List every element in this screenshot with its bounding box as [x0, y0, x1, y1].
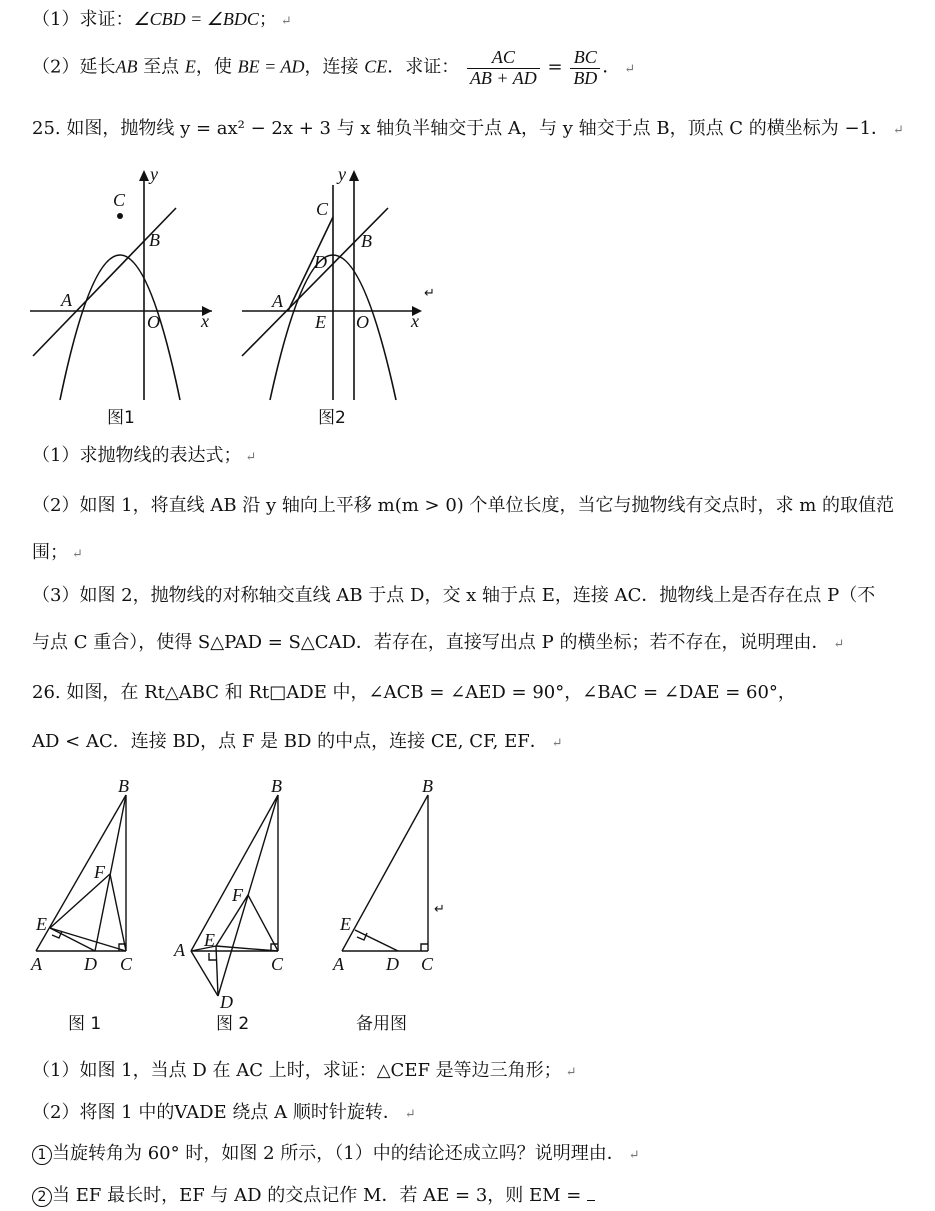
q24-part1: （1）求证：∠CBD = ∠BDC； ↵ — [32, 9, 292, 30]
side-ab — [342, 795, 428, 951]
svg-text:E: E — [36, 914, 47, 934]
fraction-ac-over-ab-plus-ad: $\frac{AC}{AB + AD}$ — [467, 48, 540, 87]
q25-part3-line2: 与点 C 重合），使得 S△PAD = S△CAD．若存在，直接写出点 P 的横坐标；若不存在，说明理由． ↵ — [32, 632, 845, 653]
side-ed — [355, 930, 398, 951]
answer-blank — [587, 1200, 595, 1201]
return-mark: ↵ — [280, 14, 292, 29]
q25-fig1-caption: 图1 — [107, 408, 135, 428]
q25-stem: 25. 如图，抛物线 y = ax² − 2x + 3 与 x 轴负半轴交于点 A，与 y 轴交于点 B，顶点 C 的横坐标为 −1． ↵ — [32, 118, 904, 139]
q26-part2: （2）将图 1 中的VADE 绕点 A 顺时针旋转． ↵ — [32, 1102, 416, 1123]
svg-text:x: x — [201, 311, 209, 331]
svg-text:D: D — [386, 954, 399, 974]
svg-text:y: y — [338, 164, 346, 184]
svg-text:A: A — [333, 954, 344, 974]
svg-text:↵: ↵ — [434, 902, 445, 917]
q24-part2: （2）延长AB 至点 E，使 BE = AD，连接 CE．求证： $\frac{AC}{AB + AD}$ = $\frac{BC}{BD}$ ． ↵ — [32, 47, 636, 88]
svg-text:B: B — [422, 776, 433, 796]
circled-number-2: 2 — [32, 1187, 52, 1207]
svg-text:A: A — [31, 954, 42, 974]
svg-text:D: D — [220, 992, 233, 1012]
svg-text:B: B — [361, 231, 372, 251]
svg-text:C: C — [421, 954, 434, 974]
svg-text:D: D — [84, 954, 97, 974]
svg-text:E: E — [204, 930, 215, 950]
svg-text:O: O — [147, 312, 160, 332]
q26-spare-caption: 备用图 — [356, 1014, 407, 1034]
fraction-bc-over-bd: $\frac{BC}{BD}$ — [570, 48, 600, 87]
svg-text:C: C — [113, 190, 126, 210]
q25-part2-line2: 围； ↵ — [32, 542, 83, 563]
svg-text:O: O — [356, 312, 369, 332]
q25-part1: （1）求抛物线的表达式； ↵ — [32, 445, 257, 466]
svg-text:A: A — [61, 290, 72, 310]
svg-text:E: E — [340, 914, 351, 934]
q26-stem-line1: 26. 如图，在 Rt△ABC 和 Rt□ADE 中，∠ACB = ∠AED = 90°，∠BAC = ∠DAE = 60°， — [32, 682, 796, 703]
q26-fig2-caption: 图 2 — [216, 1014, 250, 1034]
svg-text:C: C — [120, 954, 133, 974]
q26-fig1-caption: 图 1 — [68, 1014, 102, 1034]
svg-text:C: C — [316, 199, 329, 219]
q25-part2-line1: （2）如图 1，将直线 AB 沿 y 轴向上平移 m(m > 0) 个单位长度，当它与抛物线有交点时，求 m 的取值范 — [32, 495, 895, 516]
svg-text:A: A — [174, 940, 185, 960]
svg-text:y: y — [150, 164, 158, 184]
q24-part1-expr: ∠CBD = ∠BDC — [133, 9, 259, 29]
q26-sub1: 1 当旋转角为 60° 时，如图 2 所示，（1）中的结论还成立吗？说明理由． ↵ — [32, 1145, 640, 1165]
circled-number-1: 1 — [32, 1145, 52, 1165]
svg-text:↵: ↵ — [424, 286, 435, 301]
q25-fig2-caption: 图2 — [318, 408, 346, 428]
q25-part3-line1: （3）如图 2，抛物线的对称轴交直线 AB 于点 D，交 x 轴于点 E，连接 AC．抛物线上是否存在点 P（不 — [32, 585, 876, 606]
svg-text:A: A — [272, 291, 283, 311]
svg-text:B: B — [149, 230, 160, 250]
q25-figure-2 — [0, 150, 460, 440]
q26-stem-line2: AD < AC．连接 BD，点 F 是 BD 的中点，连接 CE, CF, EF． ↵ — [32, 731, 563, 752]
right-angle-c — [421, 944, 428, 951]
q26-spare-figure — [0, 770, 460, 1040]
q26-sub2: 2 当 EF 最长时，EF 与 AD 的交点记作 M．若 AE = 3，则 EM = — [32, 1187, 595, 1207]
svg-text:D: D — [314, 252, 327, 272]
svg-text:B: B — [271, 776, 282, 796]
svg-text:B: B — [118, 776, 129, 796]
q26-part1: （1）如图 1，当点 D 在 AC 上时，求证：△CEF 是等边三角形； ↵ — [32, 1060, 577, 1081]
svg-text:F: F — [94, 862, 105, 882]
svg-text:C: C — [271, 954, 284, 974]
svg-text:F: F — [232, 885, 243, 905]
y-axis-arrow — [349, 170, 359, 181]
svg-text:E: E — [315, 312, 326, 332]
svg-text:x: x — [411, 311, 419, 331]
